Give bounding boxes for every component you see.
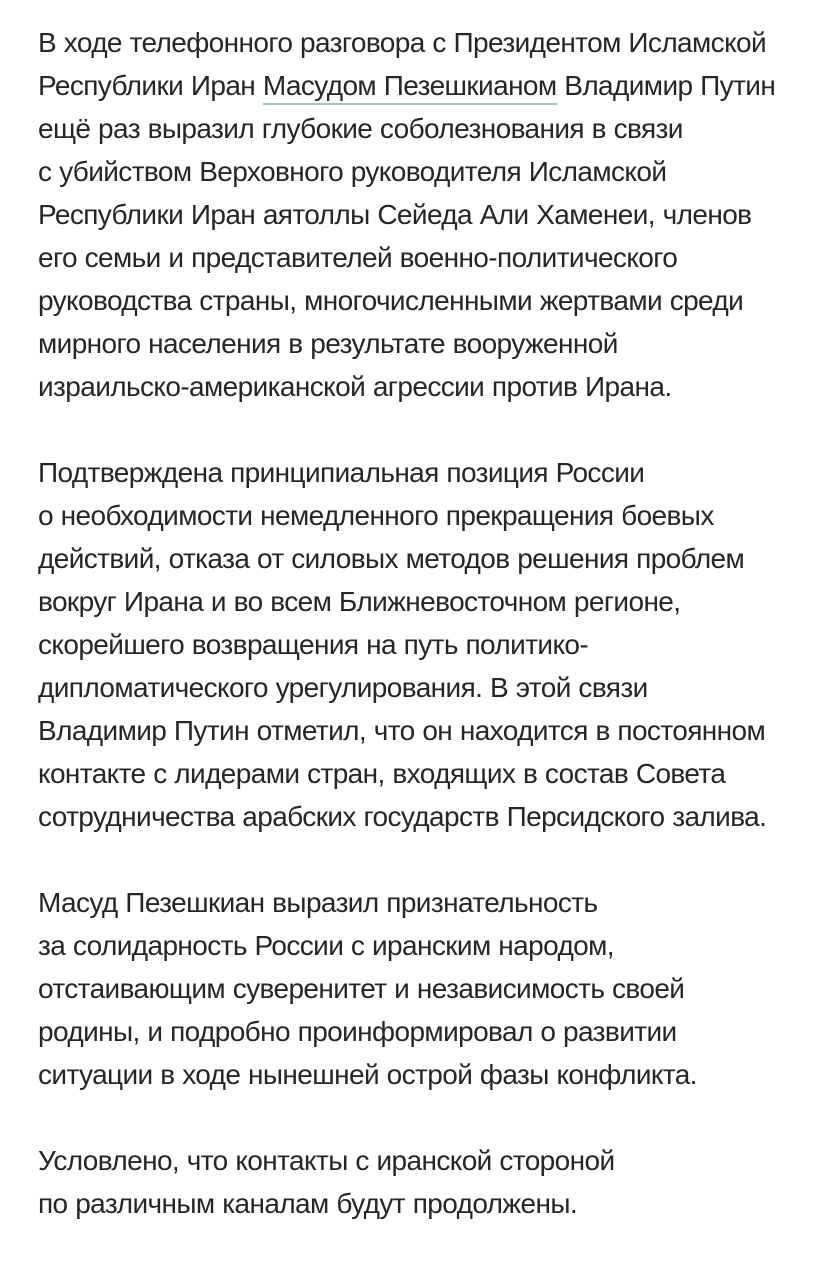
text-line: Владимир Путин отметил, что он находится в постоянном <box>38 715 766 746</box>
text-line: за солидарность России с иранским народом, <box>38 930 614 961</box>
paragraph-3 <box>38 881 798 1096</box>
text-line: родины, и подробно проинформировал о развитии <box>38 1016 677 1047</box>
text-line: Подтверждена принципиальная позиция России <box>38 457 645 488</box>
text-line: Масуд Пезешкиан выразил признательность <box>38 887 598 918</box>
text-line: о необходимости немедленного прекращения боевых <box>38 500 714 531</box>
text-line: контакте с лидерами стран, входящих в состав Совета <box>38 758 726 789</box>
text-segment: Владимир Путин <box>556 70 776 101</box>
text-line: вокруг Ирана и во всем Ближневосточном регионе, <box>38 586 681 617</box>
text-line: с убийством Верховного руководителя Исламской <box>38 156 667 187</box>
text-line: ещё раз выразил глубокие соболезнования в связи <box>38 113 683 144</box>
text-segment: Республики Иран <box>38 70 263 101</box>
paragraph-4 <box>38 1139 798 1225</box>
text-line: Республики Иран аятоллы Сейеда Али Хаменеи, членов <box>38 199 752 230</box>
text-line: скорейшего возвращения на путь политико- <box>38 629 589 660</box>
text-line: действий, отказа от силовых методов решения проблем <box>38 543 745 574</box>
pezeshkian-link[interactable]: Масудом Пезешкианом <box>263 70 557 105</box>
text-line: его семьи и представителей военно-политического <box>38 242 678 273</box>
text-line: В ходе телефонного разговора с Президентом Исламской <box>38 27 767 58</box>
text-line: израильско-американской агрессии против Ирана. <box>38 371 672 402</box>
paragraph-1 <box>38 21 798 408</box>
text-line-with-link <box>38 64 798 107</box>
article-body <box>38 21 798 1268</box>
text-line: мирного населения в результате вооруженной <box>38 328 618 359</box>
text-line: отстаивающим суверенитет и независимость своей <box>38 973 685 1004</box>
text-line: сотрудничества арабских государств Персидского залива. <box>38 801 767 832</box>
text-line: Условлено, что контакты с иранской стороной <box>38 1145 615 1176</box>
text-line: дипломатического урегулирования. В этой связи <box>38 672 648 703</box>
text-line: руководства страны, многочисленными жертвами среди <box>38 285 744 316</box>
paragraph-2 <box>38 451 798 838</box>
text-line: ситуации в ходе нынешней острой фазы конфликта. <box>38 1059 697 1090</box>
text-line: по различным каналам будут продолжены. <box>38 1188 578 1219</box>
